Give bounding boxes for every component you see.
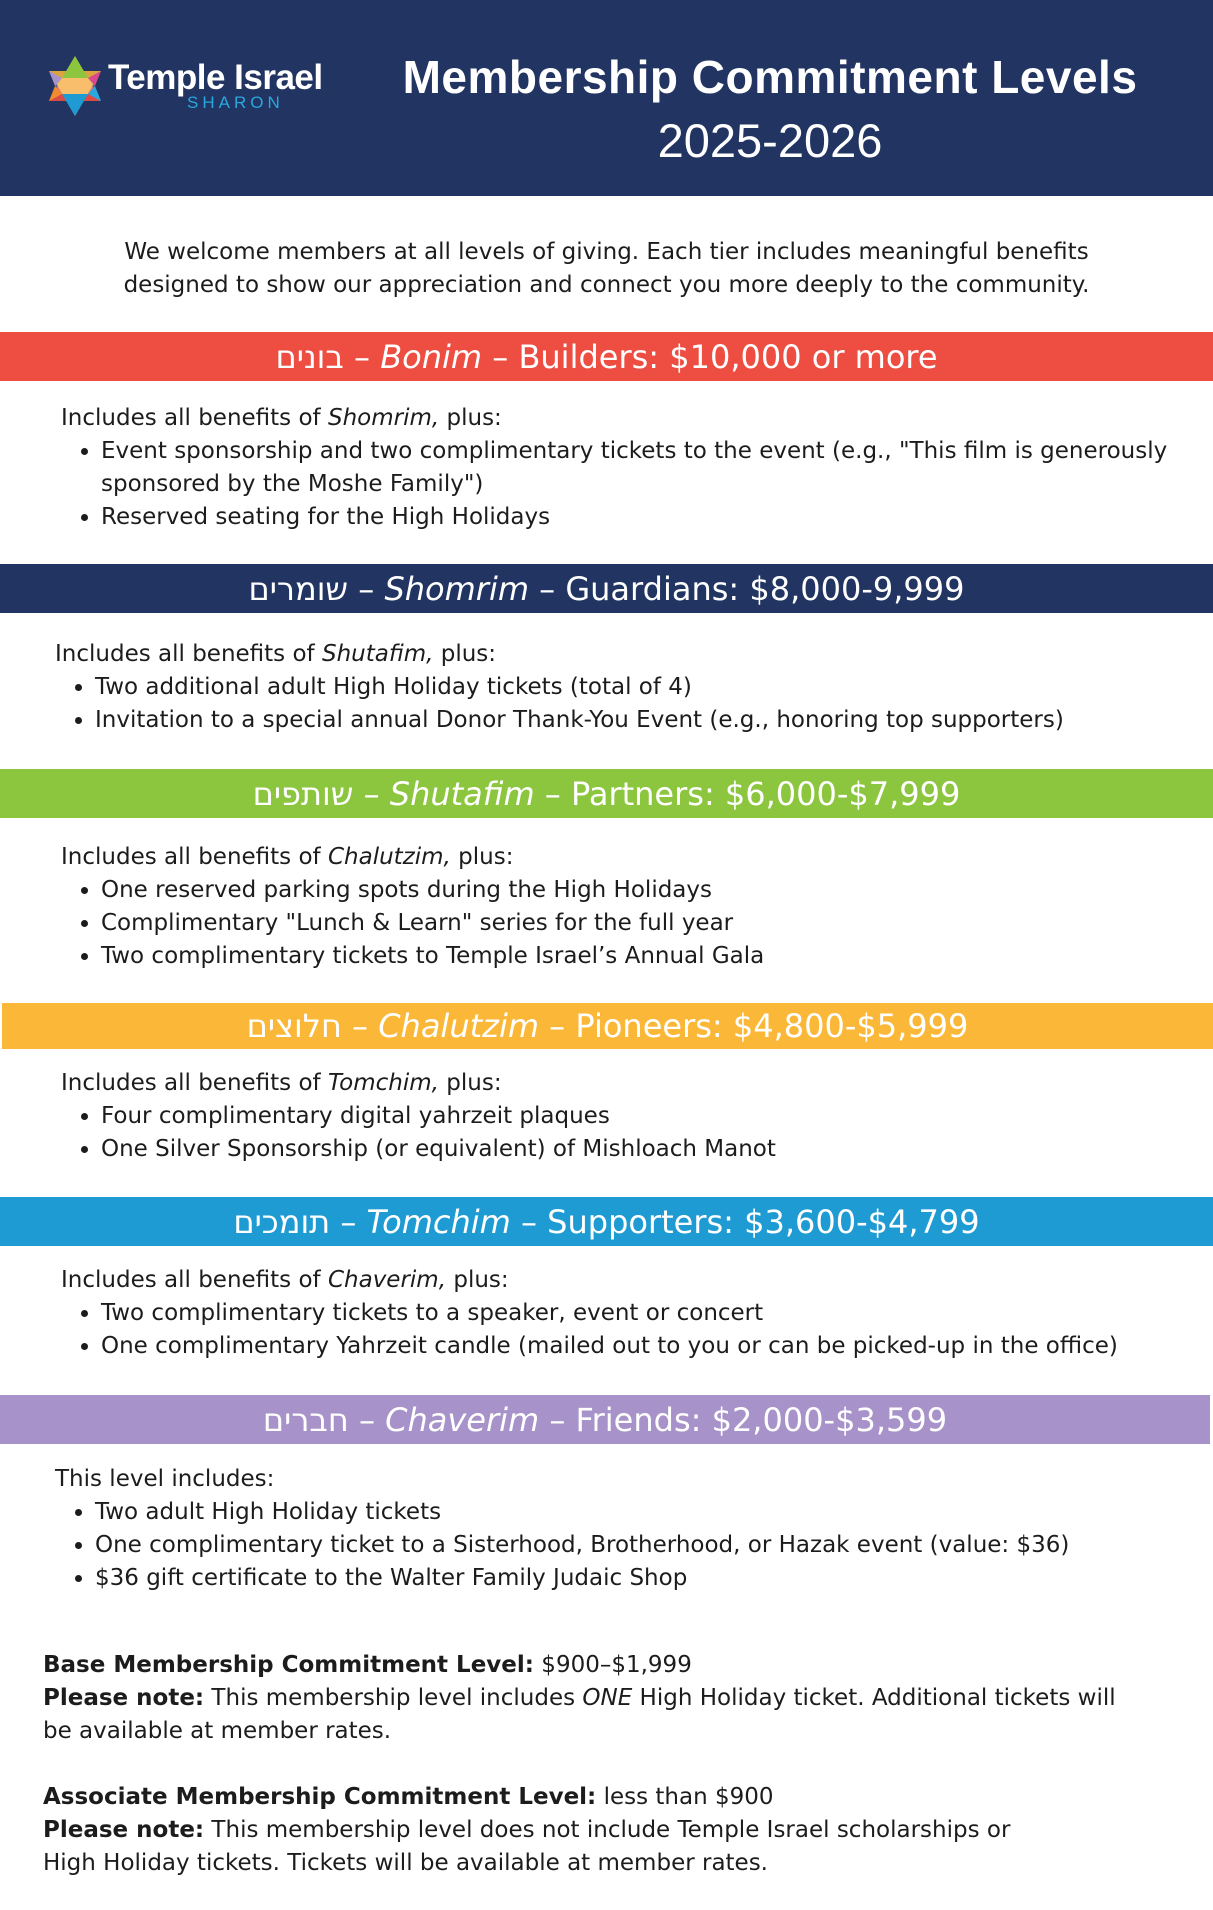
tier-band-chalutzim [2,1003,1213,1049]
benefit-item: • Invitation to a special annual Donor Thank-You Event (e.g., honoring top supporters) [95,704,1185,737]
tier-dash: – [529,569,566,608]
tier-hebrew: חברים [262,1400,349,1439]
tier-hebrew: בונים [275,337,344,376]
temple-israel-logo [44,52,344,122]
intro-line-2: designed to show our appreciation and connect you more deeply to the community. [123,272,1090,298]
associate-note-line: Please note: This membership level does not include Temple Israel scholarships or [43,1817,1011,1843]
star-of-david-logo-icon [44,52,106,120]
tier-intro: This level includes: [55,1466,275,1492]
tier-intro: Includes all benefits of Chaverim, plus: [61,1267,509,1293]
tier-intro: Includes all benefits of Tomchim, plus: [61,1070,502,1096]
associate-membership-note [43,1781,1173,1880]
tier-label: Pioneers: $4,800-$5,999 [575,1007,969,1045]
tier-benefits [61,874,1191,973]
logo-subtitle: SHARON [187,93,284,112]
tier-hebrew: תומכים [233,1202,331,1241]
tier-dash: – [534,774,571,813]
tier-band-tomchim [0,1197,1213,1246]
benefit-item: • One complimentary Yahrzeit candle (mailed out to you or can be picked-up in the office) [101,1330,1201,1363]
tier-benefits [61,1297,1201,1363]
tier-label: Builders: $10,000 or more [518,337,938,376]
benefit-item: • $36 gift certificate to the Walter Family Judaic Shop [95,1562,1185,1595]
tier-dash: – [348,569,385,608]
tier-transliteration: Shomrim [384,569,529,608]
benefit-item: • Four complimentary digital yahrzeit plaques [101,1100,1191,1133]
tier-band-shutafim [0,769,1213,818]
tier-hebrew: חלוצים [246,1007,342,1045]
base-note-line-2: be available at member rates. [43,1718,392,1744]
tier-body-chalutzim [61,1067,1191,1166]
tier-dash: – [482,337,519,376]
tier-body-bonim [61,402,1191,534]
benefit-item: • Two additional adult High Holiday tickets (total of 4) [95,671,1185,704]
tier-intro: Includes all benefits of Shutafim, plus: [55,641,497,667]
tier-label: Friends: $2,000-$3,599 [575,1400,948,1439]
tier-dash: – [353,774,390,813]
base-note-line: Please note: This membership level includes ONE High Holiday ticket. Additional tickets will [43,1685,1116,1711]
tier-body-tomchim [61,1264,1201,1363]
benefit-item: • One reserved parking spots during the High Holidays [101,874,1191,907]
tier-benefits [55,1496,1185,1595]
tier-hebrew: שומרים [248,569,349,608]
benefit-item: • One Silver Sponsorship (or equivalent) of Mishloach Manot [101,1133,1191,1166]
page-year: 2025-2026 [657,114,883,167]
tier-transliteration: Tomchim [366,1202,511,1241]
tier-dash: – [539,1007,576,1045]
associate-note-line-2: High Holiday tickets. Tickets will be available at member rates. [43,1850,768,1876]
tier-dash: – [348,1400,386,1439]
tier-dash: – [341,1007,379,1045]
tier-dash: – [330,1202,367,1241]
base-level-line: Base Membership Commitment Level: $900–$1,999 [43,1652,692,1678]
tier-transliteration: Shutafim [389,774,535,813]
tier-band-chaverim [0,1395,1210,1444]
benefit-item: • Complimentary "Lunch & Learn" series for the full year [101,907,1191,940]
benefit-item: • One complimentary ticket to a Sisterhood, Brotherhood, or Hazak event (value: $36) [95,1529,1185,1562]
base-membership-note [43,1649,1173,1748]
tier-dash: – [510,1202,548,1241]
tier-benefits [61,1100,1191,1166]
benefit-item: • Two complimentary tickets to Temple Israel’s Annual Gala [101,940,1191,973]
benefit-item: • Two complimentary tickets to a speaker, event or concert [101,1297,1201,1330]
header-banner [0,0,1213,196]
tier-dash: – [343,337,381,376]
tier-hebrew: שותפים [252,774,354,813]
benefit-item: • Reserved seating for the High Holidays [101,501,1191,534]
tier-band-bonim [0,332,1213,381]
intro-line-1: We welcome members at all levels of giving. Each tier includes meaningful benefits [124,239,1089,265]
tier-intro: Includes all benefits of Chalutzim, plus: [61,844,514,870]
logo-name: Temple Israel [108,58,323,97]
tier-intro: Includes all benefits of Shomrim, plus: [61,405,502,431]
tier-benefits [61,435,1191,534]
tier-label: Guardians: $8,000-9,999 [565,569,965,608]
tier-body-chaverim [55,1463,1185,1595]
tier-dash: – [539,1400,576,1439]
tier-transliteration: Chaverim [385,1400,540,1439]
tier-label: Supporters: $3,600-$4,799 [547,1202,980,1241]
associate-level-line: Associate Membership Commitment Level: less than $900 [43,1784,774,1810]
tier-body-shutafim [61,841,1191,973]
benefit-item: • Event sponsorship and two complimentary tickets to the event (e.g., "This film is generously sponsored by the Moshe Family") [101,435,1191,501]
benefit-item: • Two adult High Holiday tickets [95,1496,1185,1529]
tier-band-shomrim [0,564,1213,613]
tier-benefits [55,671,1185,737]
tier-transliteration: Bonim [380,337,483,376]
intro-text [60,236,1153,302]
tier-body-shomrim [55,638,1185,737]
page-title: Membership Commitment Levels [402,51,1138,103]
tier-transliteration: Chalutzim [378,1007,539,1045]
tier-label: Partners: $6,000-$7,999 [570,774,961,813]
